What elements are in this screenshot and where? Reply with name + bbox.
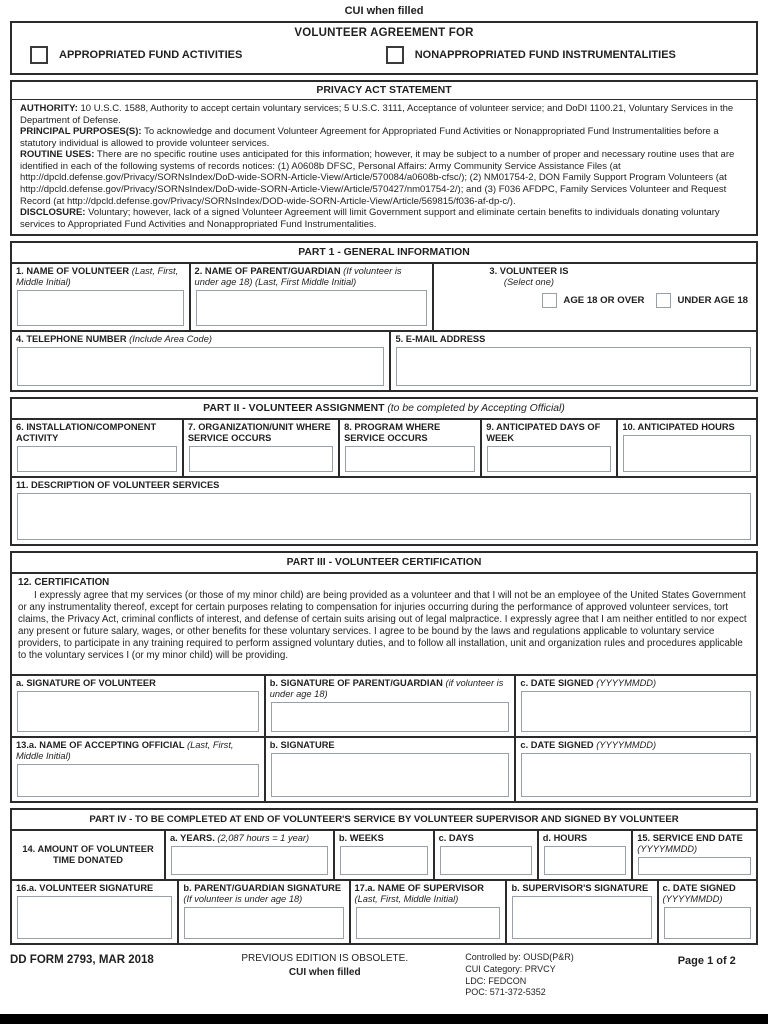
volunteer-end-signature-input[interactable] — [17, 896, 172, 939]
supervisor-date-input[interactable] — [664, 907, 752, 939]
field-hours: d. HOURS — [539, 831, 633, 879]
field-telephone: 4. TELEPHONE NUMBER (Include Area Code) — [12, 332, 391, 390]
service-end-date-input[interactable] — [638, 857, 751, 875]
part3-certification-row — [12, 574, 756, 674]
part4-time-row — [12, 831, 756, 879]
part1-header: PART 1 - GENERAL INFORMATION — [12, 243, 756, 264]
cui-banner-bottom: CUI when filled — [288, 966, 361, 978]
field-date-signed: c. DATE SIGNED (YYYYMMDD) — [516, 676, 756, 736]
fund-type-options — [12, 39, 756, 73]
option-appropriated — [30, 46, 386, 64]
under-age-18-checkbox[interactable] — [656, 293, 671, 308]
certification-text: I expressly agree that my services (or those of my minor child) are being provided as a volunteer and that I will not be an employee of the United States Government or any instrumentality thereof, except for certain purposes relating to compensation for injuries occurring during the performance of approved volunteer services, tort claims, the Privacy Act, criminal conflicts of interest, and defense of certain suits arising out of legal malpractice. I expressly agree that I am neither entitled to nor expect any present or future salary, wages, or other benefits for these voluntary services. I agree to be bound by the laws and regulations applicable to voluntary service providers, to participate in any training required to perform assigned voluntary duties, and to follow all installation, unit and organization rules and procedures applicable to the voluntary services I (or my minor child) will be providing. — [18, 589, 747, 662]
purposes-paragraph: PRINCIPAL PURPOSES(S): To acknowledge and document Volunteer Agreement for Appropriated Fund Activities or Nonappropriated Fund Instrumentalities before a statutory individual is allowed to provide volunteer services. — [20, 126, 719, 149]
part4-section — [10, 808, 758, 945]
days-input[interactable] — [440, 846, 532, 875]
part2-section — [10, 397, 758, 546]
volunteer-name-input[interactable] — [17, 290, 184, 326]
part3-signature-row — [12, 674, 756, 736]
controlled-by: Controlled by: OUSD(P&R) — [465, 952, 574, 963]
routine-uses-paragraph: ROUTINE USES: There are no specific routine uses anticipated for this information; however, it may be subject to a number of proper and necessary routine uses that are identified in each of the following systems of records notices: (1) A0608b DFSC, Personal Affairs: Army Community Service Assistance Files (at http://dpcld.defense.gov/Privacy/SORNsIndex/DoD-wide-SORN-Article-View/Article/570084/a0608b-cfsc/); (2) NM01754-2, DON Family Support Program Volunteers (at http://dpcld.defense.gov/Privacy/SORNsIndex/DoD-wide-SORN-Article-View/Article/570427/nm01754-2/); and (3) F036 AFDPC, Family Services Volunteer and Request Record (at http://dpcld.defense.gov/Privacy/SORNsIndex/DOD-wide-SORN-Article-View/Article/569815/f036-af-dp-c/). — [20, 149, 735, 207]
installation-input[interactable] — [17, 446, 177, 472]
supervisor-signature-input[interactable] — [512, 896, 651, 939]
nonappropriated-fund-checkbox[interactable] — [386, 46, 404, 64]
accepting-official-signature-input[interactable] — [271, 753, 510, 797]
part3-header: PART III - VOLUNTEER CERTIFICATION — [12, 553, 756, 574]
anticipated-hours-input[interactable] — [623, 435, 751, 472]
field-accepting-official-date: c. DATE SIGNED (YYYYMMDD) — [516, 738, 756, 801]
accepting-official-date-input[interactable] — [521, 753, 751, 797]
field-certification: 12. CERTIFICATION I expressly agree that my services (or those of my minor child) are being provided as a volunteer and that I will not be an employee of the United States Government or any instrumentality thereof, except for certain purposes relating to compensation for injuries occurring during the performance of approved volunteer services, tort claims, the Privacy Act, criminal conflicts of interest, and defense of certain suits arising out of legal malpractice. I expressly agree that I am neither entitled to nor expect any present or future salary, wages, or other benefits for these voluntary services. I agree to be bound by the laws and regulations applicable to voluntary service providers, to participate in any training required to perform assigned voluntary duties, and to follow all installation, unit and organization rules and procedures applicable to the voluntary services I (or my minor child) will be providing. — [12, 574, 756, 674]
title-box — [10, 21, 758, 75]
parent-guardian-signature-input[interactable] — [271, 702, 510, 732]
footer-center — [200, 952, 449, 999]
scan-edge-bar — [0, 1014, 768, 1024]
field-installation: 6. INSTALLATION/COMPONENT ACTIVITY — [12, 420, 184, 476]
page-indicator: Page 1 of 2 — [677, 955, 736, 968]
weeks-input[interactable] — [340, 846, 428, 875]
field-description: 11. DESCRIPTION OF VOLUNTEER SERVICES — [12, 478, 756, 544]
years-input[interactable] — [171, 846, 328, 875]
days-of-week-input[interactable] — [487, 446, 611, 472]
parent-guardian-name-input[interactable] — [196, 290, 427, 326]
program-input[interactable] — [345, 446, 475, 472]
email-input[interactable] — [396, 347, 751, 386]
age-18-or-over-checkbox[interactable] — [542, 293, 557, 308]
part4-signature-row — [12, 879, 756, 943]
form-number: DD FORM 2793, MAR 2018 — [10, 954, 154, 967]
nonappropriated-fund-label: NONAPPROPRIATED FUND INSTRUMENTALITIES — [414, 49, 676, 61]
field-accepting-official-name: 13.a. NAME OF ACCEPTING OFFICIAL (Last, First, Middle Initial) — [12, 738, 266, 801]
field-days: c. DAYS — [435, 831, 539, 879]
field-parent-end-signature: b. PARENT/GUARDIAN SIGNATURE (If volunteer is under age 18) — [179, 881, 350, 943]
hours-input[interactable] — [544, 846, 626, 875]
appropriated-fund-checkbox[interactable] — [30, 46, 48, 64]
part3-official-row — [12, 736, 756, 801]
privacy-act-body — [12, 100, 756, 234]
cui-category: CUI Category: PRVCY — [465, 964, 556, 975]
part4-header: PART IV - TO BE COMPLETED AT END OF VOLUNTEER'S SERVICE BY VOLUNTEER SUPERVISOR AND SIGNED BY VOLUNTEER — [12, 810, 756, 831]
age-options — [438, 288, 752, 308]
form-title: VOLUNTEER AGREEMENT FOR — [294, 27, 474, 39]
field-supervisor-date: c. DATE SIGNED (YYYYMMDD) — [659, 881, 757, 943]
part2-row-assignment — [12, 420, 756, 476]
parent-guardian-end-signature-input[interactable] — [184, 907, 343, 939]
ldc: LDC: FEDCON — [465, 975, 527, 986]
authority-paragraph: AUTHORITY: 10 U.S.C. 1588, Authority to accept certain voluntary services; 5 U.S.C. 3111, Acceptance of volunteer service; and DoDI 1100.21, Voluntary Services in the Department of Defense. — [20, 103, 734, 126]
field-service-end-date: 15. SERVICE END DATE (YYYYMMDD) — [633, 831, 756, 879]
part1-row-name — [12, 264, 756, 330]
form-footer — [10, 950, 758, 999]
field-anticipated-hours: 10. ANTICIPATED HOURS — [618, 420, 756, 476]
field-volunteer-signature: a. SIGNATURE OF VOLUNTEER — [12, 676, 266, 736]
option-age-18-or-over: AGE 18 OR OVER — [542, 293, 644, 308]
field-parent-guardian-name: 2. NAME OF PARENT/GUARDIAN (If volunteer is under age 18) (Last, First Middle Initial) — [191, 264, 434, 330]
telephone-input[interactable] — [17, 347, 384, 386]
date-signed-input[interactable] — [521, 691, 751, 732]
appropriated-fund-label: APPROPRIATED FUND ACTIVITIES — [59, 49, 243, 61]
privacy-act-box — [10, 80, 758, 236]
description-input[interactable] — [17, 493, 751, 540]
volunteer-signature-input[interactable] — [17, 691, 259, 732]
privacy-act-header: PRIVACY ACT STATEMENT — [12, 82, 756, 100]
supervisor-name-input[interactable] — [356, 907, 501, 939]
part2-header: PART II - VOLUNTEER ASSIGNMENT (to be completed by Accepting Official) — [12, 399, 756, 420]
field-email: 5. E-MAIL ADDRESS — [391, 332, 756, 390]
field-supervisor-signature: b. SUPERVISOR'S SIGNATURE — [507, 881, 658, 943]
cui-banner-top: CUI when filled — [344, 5, 424, 17]
part1-section — [10, 241, 758, 392]
part3-section — [10, 551, 758, 803]
accepting-official-name-input[interactable] — [17, 764, 259, 797]
field-program: 8. PROGRAM WHERE SERVICE OCCURS — [340, 420, 482, 476]
obsolete-note: PREVIOUS EDITION IS OBSOLETE. — [241, 953, 409, 965]
option-under-age-18: UNDER AGE 18 — [656, 293, 748, 308]
field-accepting-official-signature: b. SIGNATURE — [266, 738, 517, 801]
organization-input[interactable] — [189, 446, 333, 472]
field-time-donated: 14. AMOUNT OF VOLUNTEER TIME DONATED — [12, 831, 166, 879]
part2-row-description — [12, 476, 756, 544]
field-parent-signature: b. SIGNATURE OF PARENT/GUARDIAN (if volunteer is under age 18) — [266, 676, 517, 736]
field-volunteer-end-signature: 16.a. VOLUNTEER SIGNATURE — [12, 881, 179, 943]
field-supervisor-name: 17.a. NAME OF SUPERVISOR (Last, First, Middle Initial) — [351, 881, 508, 943]
option-nonappropriated — [386, 46, 676, 64]
field-volunteer-is: 3. VOLUNTEER IS (Select one) AGE 18 OR OVER UNDER AGE 18 — [434, 264, 756, 330]
part1-row-contact — [12, 330, 756, 390]
poc: POC: 571-372-5352 — [465, 987, 546, 998]
field-weeks: b. WEEKS — [335, 831, 435, 879]
disclosure-paragraph: DISCLOSURE: Voluntary; however, lack of a signed Volunteer Agreement will limit Government support and eliminate certain benefits to individuals donating voluntary services to Appropriated Fund Activities and Nonappropriated Fund Instrumentalities. — [20, 207, 720, 230]
field-name-of-volunteer: 1. NAME OF VOLUNTEER (Last, First, Middle Initial) — [12, 264, 191, 330]
field-organization: 7. ORGANIZATION/UNIT WHERE SERVICE OCCURS — [184, 420, 340, 476]
field-days-of-week: 9. ANTICIPATED DAYS OF WEEK — [482, 420, 618, 476]
field-years: a. YEARS. (2,087 hours = 1 year) — [166, 831, 335, 879]
cui-designation-block — [449, 952, 655, 999]
